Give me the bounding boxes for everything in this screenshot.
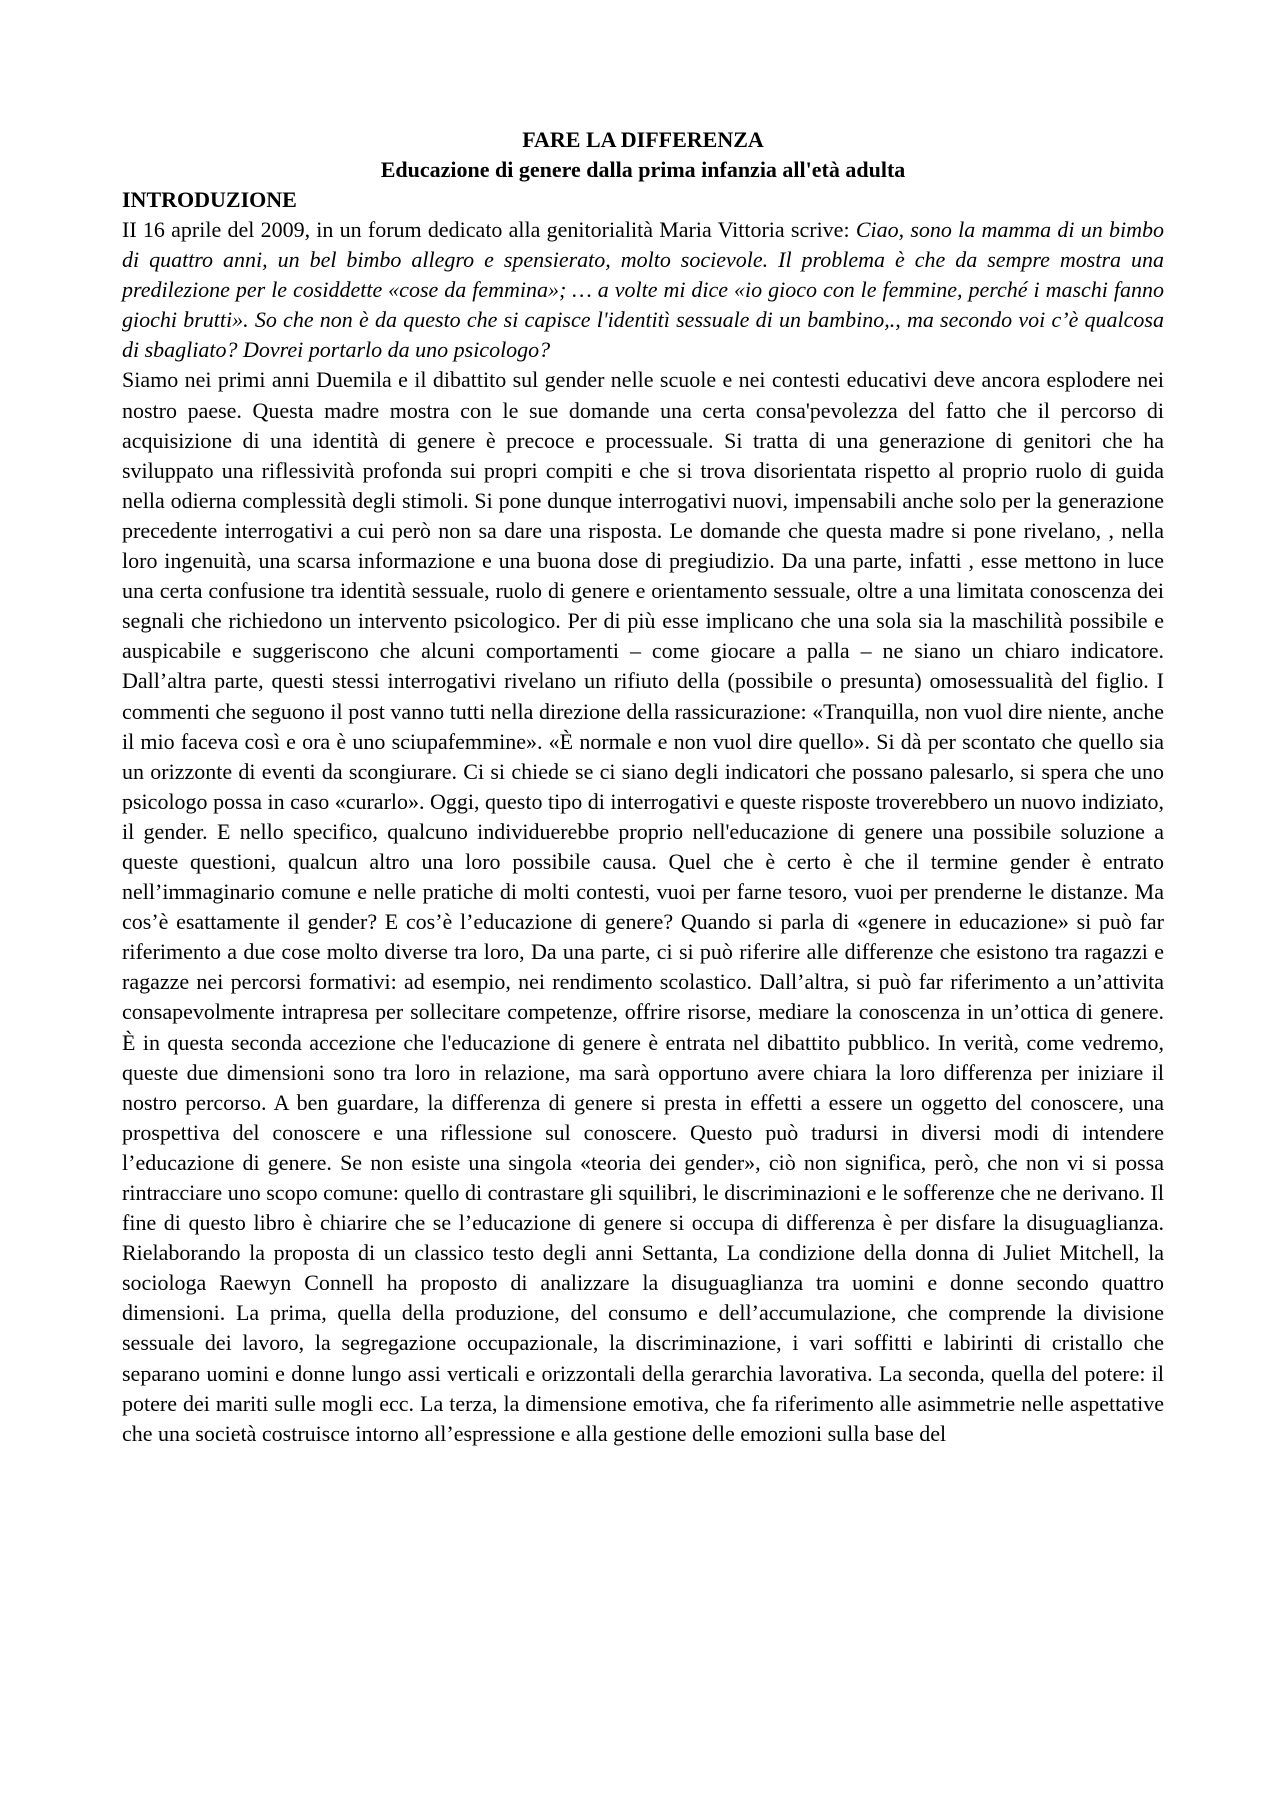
intro-paragraph (122, 215, 1164, 365)
document-page (122, 125, 1164, 1449)
document-subtitle: Educazione di genere dalla prima infanzia all'età adulta (380, 157, 906, 182)
body-paragraph: Siamo nei primi anni Duemila e il dibattito sul gender nelle scuole e nei contesti educativi deve ancora esplodere nei nostro paese. Questa madre mostra con le sue domande una certa consa'pevolezza del fatto che il percorso di acquisizione di una identità di genere è precoce e processuale. Si tratta di una generazione di genitori che ha sviluppato una riflessività profonda sui propri compiti e che si trova disorientata rispetto al proprio ruolo di guida nella odierna complessità degli stimoli. Si pone dunque interrogativi nuovi, impensabili anche solo per la generazione precedente interrogativi a cui però non sa dare una risposta. Le domande che questa madre si pone rivelano, , nella loro ingenuità, una scarsa informazione e una buona dose di pregiudizio. Da una parte, infatti , esse mettono in luce una certa confusione tra identità sessuale, ruolo di genere e orientamento sessuale, oltre a una limitata conoscenza dei segnali che richiedono un intervento psicologico. Per di più esse implicano che una sola sia la maschilità possibile e auspicabile e suggeriscono che alcuni comportamenti – come giocare a palla – ne siano un chiaro indicatore. Dall’altra parte, questi stessi interrogativi rivelano un rifiuto della (possibile o presunta) omosessualità del figlio. I commenti che seguono il post vanno tutti nella direzione della rassicurazione: «Tranquilla, non vuol dire niente, anche il mio faceva così e ora è uno sciupafemmine». «È normale e non vuol dire quello». Si dà per scontato che quello sia un orizzonte di eventi da scongiurare. Ci si chiede se ci siano degli indicatori che possano palesarlo, si spera che uno psicologo possa in caso «curarlo». Oggi, questo tipo di interrogativi e queste risposte troverebbero un nuovo indiziato, il gender. E nello specifico, qualcuno individuerebbe proprio nell'educazione di genere una possibile soluzione a queste questioni, qualcun altro una loro possibile causa. Quel che è certo è che il termine gender è entrato nell’immaginario comune e nelle pratiche di molti contesti, vuoi per farne tesoro, vuoi per prenderne le distanze. Ma cos’è esattamente il gender? E cos’è l’educazione di genere? Quando si parla di «genere in educazione» si può far riferimento a due cose molto diverse tra loro, Da una parte, ci si può riferire alle differenze che esistono tra ragazzi e ragazze nei percorsi formativi: ad esempio, nei rendimento scolastico. Dall’altra, si può far riferimento a un’attivita consapevolmente intrapresa per sollecitare competenze, offrire risorse, mediare la conoscenza in un’ottica di genere. È in questa seconda accezione che l'educazione di genere è entrata nel dibattito pubblico. In verità, come vedremo, queste due dimensioni sono tra loro in relazione, ma sarà opportuno avere chiara la loro differenza per iniziare il nostro percorso. A ben guardare, la differenza di genere si presta in effetti a essere un oggetto del conoscere, una prospettiva del conoscere e una riflessione sul conoscere. Questo può tradursi in diversi modi di intendere l’educazione di genere. Se non esiste una singola «teoria dei gender», ciò non significa, però, che non vi si possa rintracciare uno scopo comune: quello di contrastare gli squilibri, le discriminazioni e le sofferenze che ne derivano. Il fine di questo libro è chiarire che se l’educazione di genere si occupa di differenza è per disfare la disuguaglianza. Rielaborando la proposta di un classico testo degli anni Settanta, La condizione della donna di Juliet Mitchell, la sociologa Raewyn Connell ha proposto di analizzare la disuguaglianza tra uomini e donne secondo quattro dimensioni. La prima, quella della produzione, del consumo e dell’accumulazione, che comprende la divisione sessuale dei lavoro, la segregazione occupazionale, la discriminazione, i vari soffitti e labirinti di cristallo che separano uomini e donne lungo assi verticali e orizzontali della gerarchia lavorativa. La seconda, quella del potere: il potere dei mariti sulle mogli ecc. La terza, la dimensione emotiva, che fa riferimento alle asimmetrie nelle aspettative che una società costruisce intorno all’espressione e alla gestione delle emozioni sulla base del (122, 367, 1164, 1446)
document-title: FARE LA DIFFERENZA (522, 127, 764, 152)
intro-lead: II 16 aprile del 2009, in un forum dedicato alla genitorialità Maria Vittoria scrive: (122, 217, 856, 242)
intro-quote: Ciao, sono la mamma di un bimbo di quattro anni, un bel bimbo allegro e spensierato, molto socievole. Il problema è che da sempre mostra una predilezione per le cosiddette «cose da femmina»; … a volte mi dice «io gioco con le femmine, perché i maschi fanno giochi brutti». So che non è da questo che si capisce l'identitì sessuale di un bambino,., ma secondo voi c’è qualcosa di sbagliato? Dovrei portarlo da uno psicologo? (122, 217, 1164, 363)
section-heading: INTRODUZIONE (122, 187, 297, 212)
